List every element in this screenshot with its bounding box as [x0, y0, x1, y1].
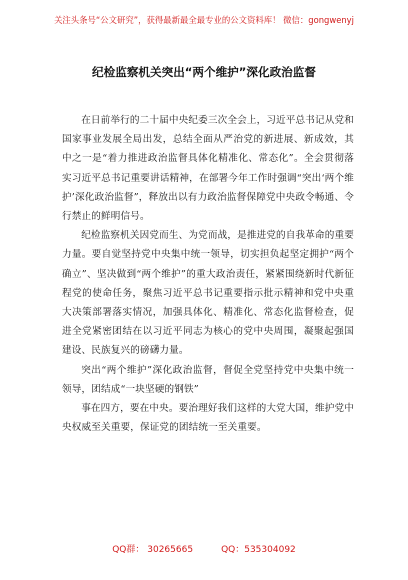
document-body — [62, 111, 354, 437]
paragraph: 在日前举行的二十届中央纪委三次全会上，习近平总书记从党和国家事业发展全局出发，总结全面从严治党的新进展、新成效，其中之一是“着力推进政治监督具体化精准化、常态化”。全会贯彻落实习近平总书记重要讲话精神，在部署今年工作时强调“突出‘两个维护’深化政治监督”，释放出以有力政治监督保障党中央政令畅通、令行禁止的鲜明信号。 — [62, 115, 355, 223]
qq-group-number: QQ群： 30265665 — [112, 545, 194, 555]
contact-footer — [0, 542, 408, 555]
document-title: 纪检监察机关突出“两个维护”深化政治监督 — [92, 65, 316, 79]
qq-contact-number: QQ：535304092 — [221, 545, 296, 555]
promo-header: 关注头条号“公文研究”，获得最新最全最专业的公文资料库！ 微信：gongwenyj — [54, 15, 354, 25]
paragraph: 事在四方，要在中央。要治理好我们这样的大党大国，维护党中央权威至关重要，保证党的团结统一至关重要。 — [62, 403, 355, 434]
paragraph: 突出“两个维护”深化政治监督，督促全党坚持党中央集中统一领导，团结成“一块坚硬的钢铁” — [62, 364, 354, 395]
paragraph: 纪检监察机关因党而生、为党而战，是推进党的自我革命的重要力量。要自觉坚持党中央集中统一领导，切实担负起坚定拥护“两个确立”、坚决做到“两个维护”的重大政治责任，紧紧围绕新时代新征程党的使命任务，聚焦习近平总书记重要指示批示精神和党中央重大决策部署落实情况，加强具体化、精准化、常态化监督检查，促进全党紧密团结在以习近平同志为核心的党中央周围，凝聚起强国建设、民族复兴的磅礴力量。 — [62, 230, 355, 357]
